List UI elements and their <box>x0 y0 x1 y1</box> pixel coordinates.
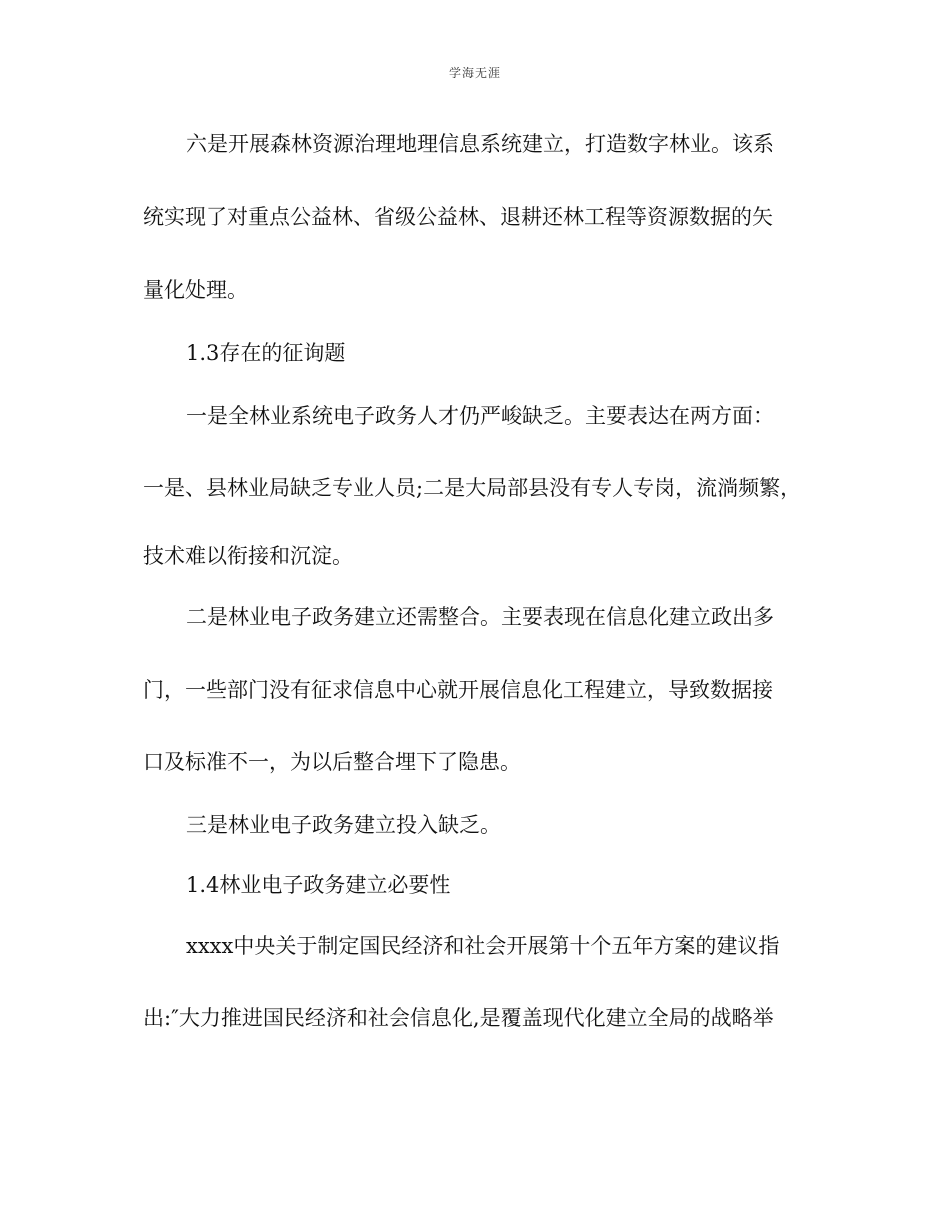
section-heading-1-4: 1.4林业电子政务建立必要性 <box>186 873 451 897</box>
text-line-14: 出:″大力推进国民经济和社会信息化,是覆盖现代化建立全局的战略举 <box>143 1006 774 1030</box>
text-line-11: 三是林业电子政务建立投入缺乏。 <box>186 813 501 837</box>
text-line-10: 口及标准不一，为以后整合埋下了隐患。 <box>143 750 521 774</box>
text-line-2: 统实现了对重点公益林、省级公益林、退耕还林工程等资源数据的矢 <box>143 205 773 229</box>
text-line-6: 一是、县林业局缺乏专业人员;二是大局部县没有专人专岗，流淌频繁， <box>143 476 802 500</box>
text-line-3: 量化处理。 <box>143 278 248 302</box>
text-line-7: 技术难以衔接和沉淀。 <box>143 544 353 568</box>
text-line-13: xxxx中央关于制定国民经济和社会开展第十个五年方案的建议指 <box>186 934 780 958</box>
section-heading-1-3: 1.3存在的征询题 <box>186 341 346 365</box>
text-line-5: 一是全林业系统电子政务人才仍严峻缺乏。主要表达在两方面： <box>186 404 774 428</box>
page-header: 学海无涯 <box>448 66 501 80</box>
text-line-8: 二是林业电子政务建立还需整合。主要表现在信息化建立政出多 <box>186 605 774 629</box>
text-line-9: 门，一些部门没有征求信息中心就开展信息化工程建立，导致数据接 <box>143 678 773 702</box>
text-line-1: 六是开展森林资源治理地理信息系统建立，打造数字林业。该系 <box>186 132 774 156</box>
